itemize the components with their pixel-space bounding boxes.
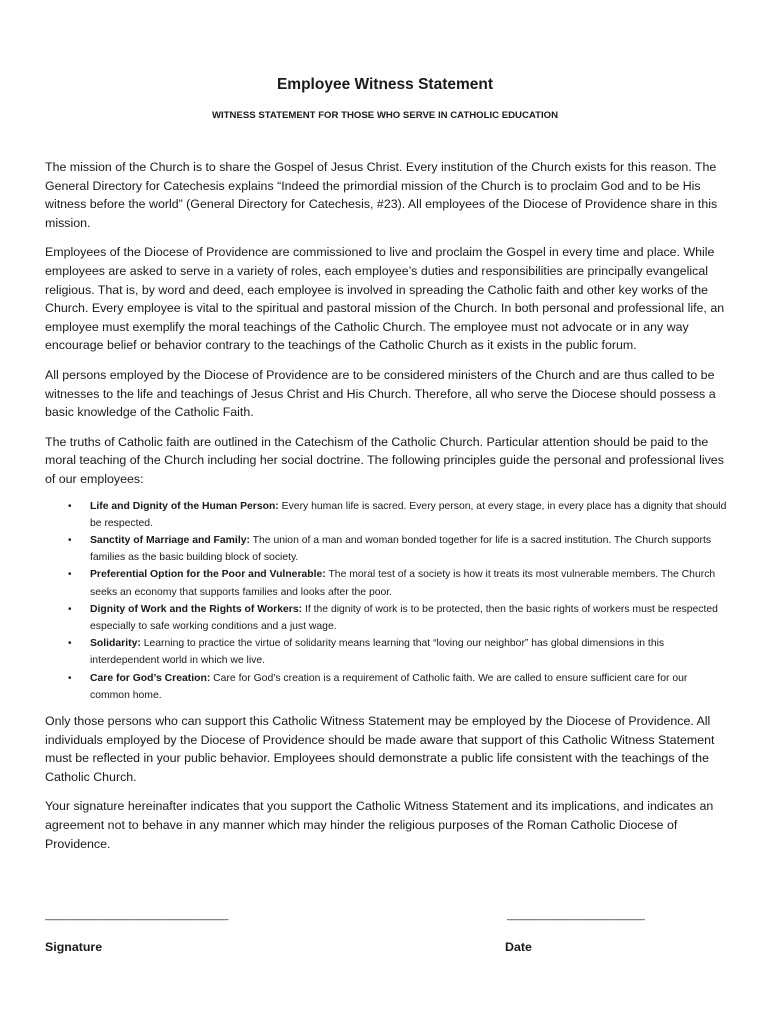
bullet-icon: • [68,638,72,650]
paragraph-employees: Employees of the Diocese of Providence are commissioned to live and proclaim the Gospel in every time and place. While employees are asked to serve in a variety of roles, each employee’s duties and responsibilities are principally evangelical religious. That is, by word and deed, each employee is involved in spreading the Catholic faith and other key works of the Church. Every employee is vital to the spiritual and pastoral mission of the Church. In both personal and professional life, an employee must exemplify the moral teachings of the Catholic Church. The employee must not advocate or in any way encourage belief or behavior contrary to the teachings of the Catholic Church as it exists in the public forum. [45,245,725,353]
principle-heading: Dignity of Work and the Rights of Workers: [90,603,303,615]
principle-heading: Care for God’s Creation: [90,672,211,684]
principle-item [68,566,727,600]
bullet-icon: • [68,569,72,581]
principle-item [68,498,727,532]
document-body [45,158,727,864]
bullet-icon: • [68,603,72,615]
bullet-icon: • [68,500,72,512]
paragraph-signature-notice: Your signature hereinafter indicates that you support the Catholic Witness Statement and its implications, and indicates an agreement not to behave in any manner which may hinder the religious purposes of the Roman Catholic Diocese of Providence. [45,799,714,851]
date-line[interactable]: ______________________________ [507,910,644,921]
principle-heading: Life and Dignity of the Human Person: [90,500,279,512]
signature-area [45,910,727,970]
principle-text: Care for God’s creation is a requirement of Catholic faith. We are called to ensure sufficient care for our common home. [90,672,688,701]
paragraph-mission: The mission of the Church is to share the Gospel of Jesus Christ. Every institution of the Church exists for this reason. The General Directory for Catechesis explains “Indeed the primordial mission of the Church is to proclaim God and to be His witness before the world” (General Directory for Catechesis, #23). All employees of the Diocese of Providence share in this mission. [45,160,718,230]
bullet-icon: • [68,672,72,684]
principle-text: The union of a man and woman bonded together for life is a sacred institution. The Church supports families as the basic building block of society. [90,534,712,564]
principle-text: Every human life is sacred. Every person, at every stage, in every place has a dignity that should be respected. [90,500,727,529]
principle-heading: Preferential Option for the Poor and Vulnerable: [90,569,326,581]
principles-list [45,498,727,704]
principle-item [68,670,727,704]
paragraph-truths: The truths of Catholic faith are outlined in the Catechism of the Catholic Church. Particular attention should be paid to the moral teaching of the Church including her social doctrine. The following principles guide the personal and professional lives of our employees: [45,434,724,486]
principle-heading: Solidarity: [90,638,141,650]
document-title: Employee Witness Statement [276,76,494,93]
principle-item [68,532,727,566]
principle-text: Learning to practice the virtue of solidarity means learning that “loving our neighbor” has global dimensions in this interdependent world in which we live. [90,638,665,667]
signature-line[interactable]: ________________________________________ [45,910,228,921]
paragraph-ministers: All persons employed by the Diocese of Providence are to be considered ministers of the Church and are thus called to be witnesses to the life and teachings of Jesus Christ and His Church. Therefore, all who serve the Diocese should possess a basic knowledge of the Catholic Faith. [45,367,716,420]
principle-item [68,635,727,669]
principle-text: If the dignity of work is to be protected, then the basic rights of workers must be respected especially to safe working conditions and a just wage. [90,603,718,632]
principle-item [68,601,727,635]
paragraph-support: Only those persons who can support this Catholic Witness Statement may be employed by the Diocese of Providence. All individuals employed by the Diocese of Providence should be made aware that support of this Catholic Witness Statement must be reflected in your public behavior. Employees should demonstrate a public life consistent with the teachings of the Catholic Church. [45,713,715,784]
principle-heading: Sanctity of Marriage and Family: [90,534,250,546]
principle-text: The moral test of a society is how it treats its most vulnerable members. The Church seeks an economy that supports families and looks after the poor. [90,569,716,598]
signature-label: Signature [45,940,103,954]
date-label: Date [505,940,532,954]
document-subtitle: WITNESS STATEMENT FOR THOSE WHO SERVE IN CATHOLIC EDUCATION [211,110,559,121]
bullet-icon: • [68,534,72,546]
